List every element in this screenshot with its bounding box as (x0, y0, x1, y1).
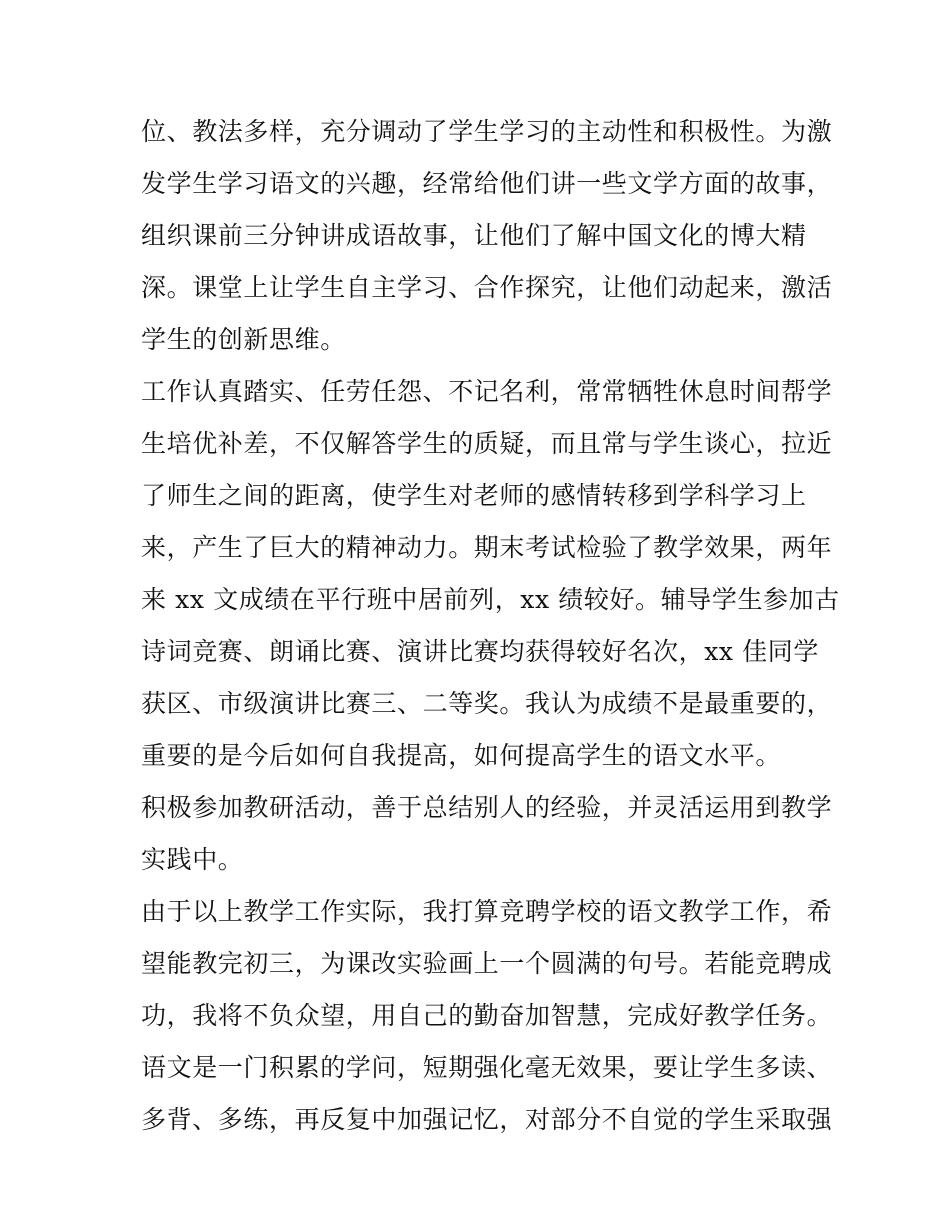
text-line: 重要的是今后如何自我提高，如何提高学生的语文水平。 (141, 741, 782, 770)
text-line: 位、教法多样，充分调动了学生学习的主动性和积极性。为激 (141, 117, 833, 146)
text-line: 诗词竞赛、朗诵比赛、演讲比赛均获得较好名次，xx 佳同学 (141, 637, 819, 666)
body-text (141, 106, 840, 1146)
text-line: 组织课前三分钟讲成语故事，让他们了解中国文化的博大精 (141, 221, 807, 250)
text-line: 功，我将不负众望，用自己的勤奋加智慧，完成好教学任务。 (141, 1001, 833, 1030)
text-line: 深。课堂上让学生自主学习、合作探究，让他们动起来，激活 (141, 273, 833, 302)
text-line: 学生的创新思维。 (141, 325, 346, 354)
text-line: 来，产生了巨大的精神动力。期末考试检验了教学效果，两年 (141, 533, 833, 562)
text-line: 了师生之间的距离，使学生对老师的感情转移到学科学习上 (141, 481, 807, 510)
text-line: 实践中。 (141, 845, 244, 874)
text-line: 由于以上教学工作实际，我打算竞聘学校的语文教学工作，希 (141, 897, 833, 926)
text-line: 望能教完初三，为课改实验画上一个圆满的句号。若能竞聘成 (141, 949, 833, 978)
text-line: 语文是一门积累的学问，短期强化毫无效果，要让学生多读、 (141, 1053, 833, 1082)
text-line: 生培优补差，不仅解答学生的质疑，而且常与学生谈心，拉近 (141, 429, 833, 458)
text-line: 发学生学习语文的兴趣，经常给他们讲一些文学方面的故事， (141, 169, 833, 198)
text-line: 积极参加教研活动，善于总结别人的经验，并灵活运用到教学 (141, 793, 833, 822)
text-line: 获区、市级演讲比赛三、二等奖。我认为成绩不是最重要的， (141, 689, 833, 718)
text-line: 来 xx 文成绩在平行班中居前列，xx 绩较好。辅导学生参加古 (141, 585, 840, 614)
text-line: 多背、多练，再反复中加强记忆，对部分不自觉的学生采取强 (141, 1105, 833, 1134)
text-line: 工作认真踏实、任劳任怨、不记名利，常常牺牲休息时间帮学 (141, 377, 833, 406)
